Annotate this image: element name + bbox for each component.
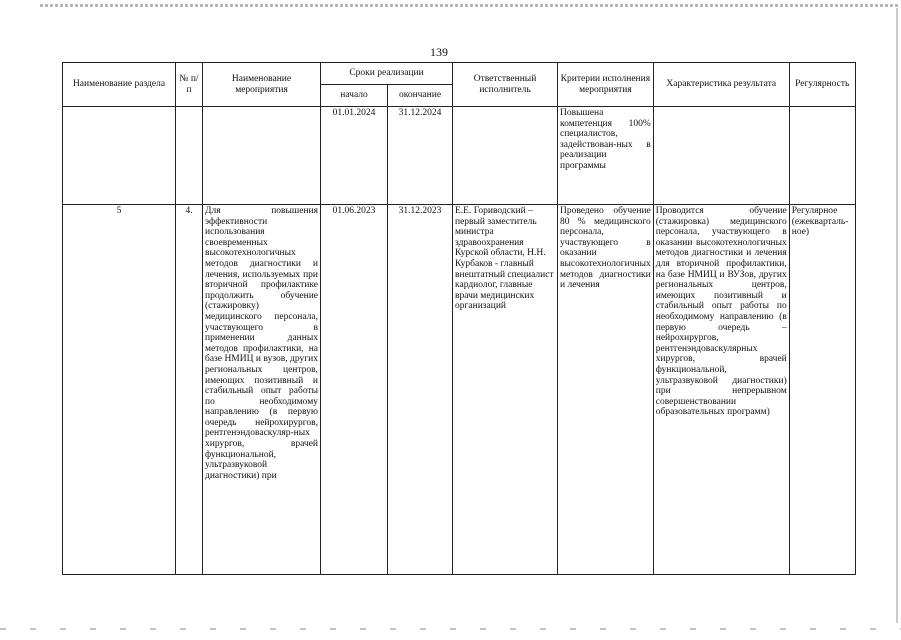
cell-responsible [453, 107, 558, 205]
cell-section: 5 [63, 205, 176, 575]
cell-criteria: Повышена компетенция 100% специалистов, задействован-ных в реализации программы [558, 107, 654, 205]
cell-end-date: 31.12.2023 [388, 205, 453, 575]
scan-edge-bottom [0, 628, 901, 630]
header-deadlines: Сроки реализации [321, 63, 453, 85]
header-responsible: Ответственный исполнитель [453, 63, 558, 107]
cell-activity: Для повышения эффективности использования своевременных высокотехнологичных методов диагностики и лечения, используемых при вторичной профилактике продолжить обучение (стажировку) медицинского персонала, участвующего в применении данных методов профилактики, на базе НМИЦ и вузов, других региональных центров, имеющих позитивный и стабильный опыт работы по необходимому направлению (в первую очередь нейрохирургов, рентгенэндоваскуляр-ных хирургов, врачей функциональной, ультразвуковой диагностики) при [203, 205, 321, 575]
plan-table [62, 62, 856, 575]
cell-activity [203, 107, 321, 205]
cell-start-date: 01.01.2024 [321, 107, 388, 205]
header-regularity: Регулярность [789, 63, 855, 107]
cell-section [63, 107, 176, 205]
header-number: № п/п [176, 63, 203, 107]
cell-start-date: 01.06.2023 [321, 205, 388, 575]
cell-number [176, 107, 203, 205]
header-section-name: Наименование раздела [63, 63, 176, 107]
cell-result [653, 107, 789, 205]
cell-regularity: Регулярное (ежекварталь-ное) [789, 205, 855, 575]
header-activity-name: Наименование мероприятия [203, 63, 321, 107]
header-result: Характеристика результата [653, 63, 789, 107]
scan-edge-right [896, 8, 898, 623]
header-end: окончание [388, 85, 453, 107]
page-number: 139 [430, 45, 448, 59]
cell-end-date: 31.12.2024 [388, 107, 453, 205]
cell-criteria: Проведено обучение 80 % медицинского персонала, участвующего в оказании высокотехнологичных методов диагностики и лечения [558, 205, 654, 575]
table-row [63, 107, 856, 205]
cell-result: Проводится обучение (стажировка) медицинского персонала, участвующего в оказании высокотехнологичных методов диагностики и лечения для вторичной профилактики, на базе НМИЦ и ВУЗов, других региональных центров, имеющих позитивный и стабильный опыт работы по необходимому направлению (в первую очередь – нейрохирургов, рентгенэндоваскулярных хирургов, врачей функциональной, ультразвуковой диагностики) при непрерывном совершенствовании образовательных программ) [653, 205, 789, 575]
table-row [63, 205, 856, 575]
scan-edge-top [40, 4, 900, 7]
cell-responsible: Е.Е. Гориводский – первый заместитель министра здравоохранения Курской области, Н.Н. Курбаков - главный внештатный специалист кардиолог, главные врачи медицинских организаций [453, 205, 558, 575]
header-start: начало [321, 85, 388, 107]
cell-regularity [789, 107, 855, 205]
header-criteria: Критерии исполнения мероприятия [558, 63, 654, 107]
cell-number: 4. [176, 205, 203, 575]
